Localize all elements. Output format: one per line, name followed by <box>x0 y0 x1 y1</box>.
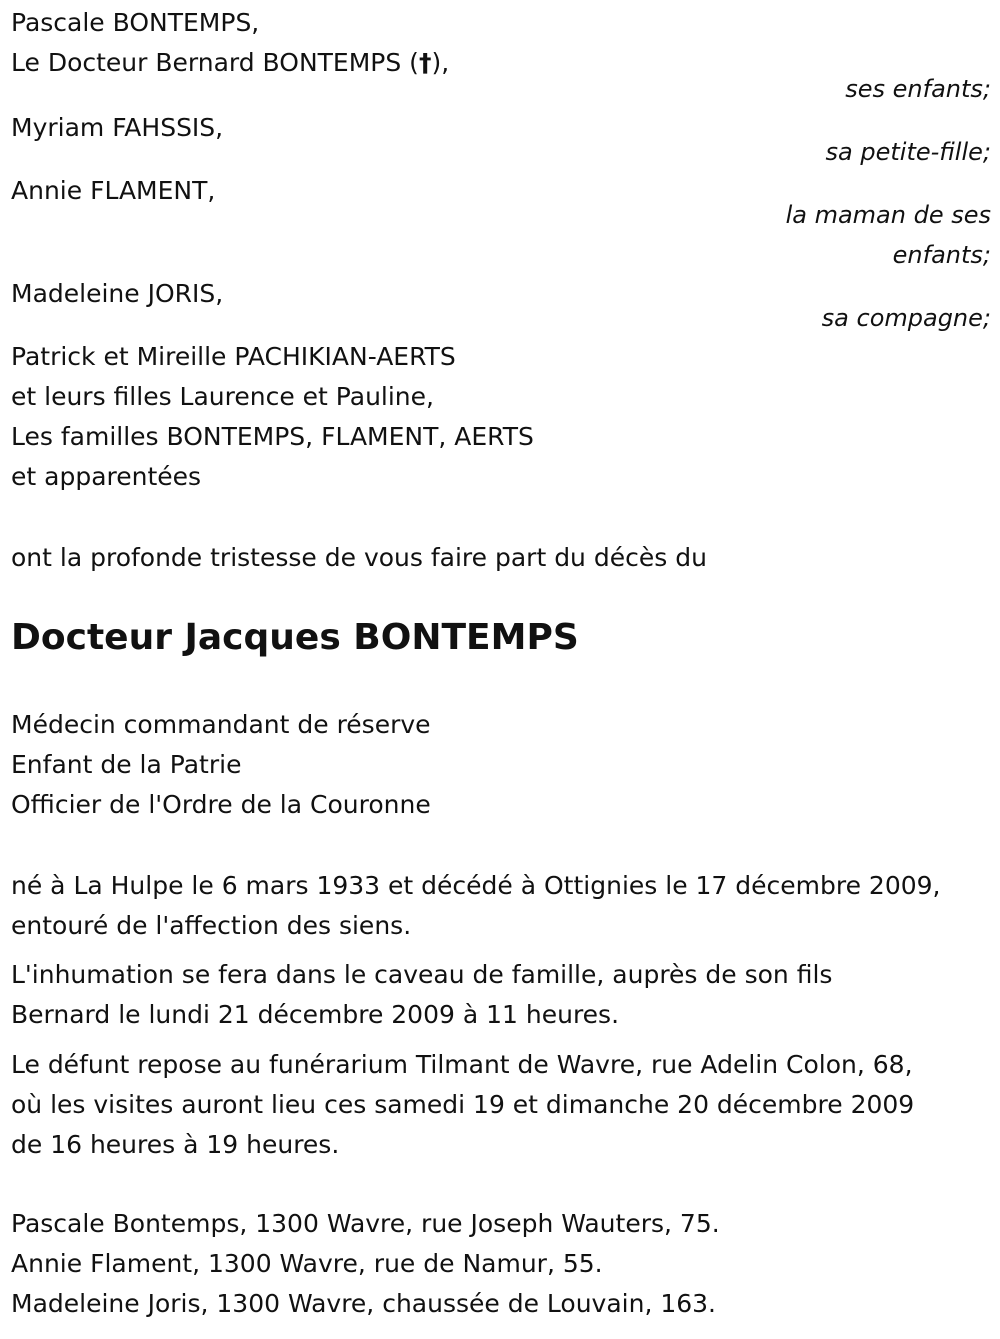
paragraph-line: né à La Hulpe le 6 mars 1933 et décédé à Ottignies le 17 décembre 2009, <box>11 871 941 900</box>
deceased-titles <box>11 705 431 825</box>
child-name-1: Pascale BONTEMPS, <box>11 8 260 37</box>
relatives-line: Les familles BONTEMPS, FLAMENT, AERTS <box>11 422 534 451</box>
child-name-2 <box>11 43 991 83</box>
address-line: Annie Flament, 1300 Wavre, rue de Namur, 55. <box>11 1249 603 1278</box>
visitation-paragraph <box>11 1045 914 1165</box>
title-line: Enfant de la Patrie <box>11 750 242 779</box>
title-line: Officier de l'Ordre de la Couronne <box>11 790 431 819</box>
paragraph-line: où les visites auront lieu ces samedi 19 et dimanche 20 décembre 2009 <box>11 1090 915 1119</box>
cross-icon: † <box>418 48 432 77</box>
other-relatives <box>11 337 534 497</box>
paragraph-line: Bernard le lundi 21 décembre 2009 à 11 heures. <box>11 1000 620 1029</box>
child-name-2-close: ), <box>431 48 450 77</box>
deceased-name: Docteur Jacques BONTEMPS <box>11 617 579 658</box>
paragraph-line: de 16 heures à 19 heures. <box>11 1130 340 1159</box>
children-block <box>11 3 991 83</box>
paragraph-line: L'inhumation se fera dans le caveau de famille, auprès de son fils <box>11 960 833 989</box>
relatives-line: et apparentées <box>11 462 202 491</box>
address-line: Madeleine Joris, 1300 Wavre, chaussée de Louvain, 163. <box>11 1289 717 1318</box>
companion-role: sa compagne; <box>821 304 991 332</box>
relatives-line: et leurs filles Laurence et Pauline, <box>11 382 434 411</box>
companion-name: Madeleine JORIS, <box>11 279 224 308</box>
paragraph-line: Le défunt repose au funérarium Tilmant de Wavre, rue Adelin Colon, 68, <box>11 1050 913 1079</box>
granddaughter-name: Myriam FAHSSIS, <box>11 113 224 142</box>
mother-role-line1: la maman de ses <box>785 201 991 229</box>
announcement-text: ont la profonde tristesse de vous faire part du décès du <box>11 543 707 572</box>
relatives-line: Patrick et Mireille PACHIKIAN-AERTS <box>11 342 456 371</box>
paragraph-line: entouré de l'affection des siens. <box>11 911 412 940</box>
mother-name: Annie FLAMENT, <box>11 176 216 205</box>
addresses <box>11 1204 720 1324</box>
birth-death-paragraph <box>11 866 941 946</box>
mother-role-line2: enfants; <box>892 241 991 269</box>
address-line: Pascale Bontemps, 1300 Wavre, rue Joseph Wauters, 75. <box>11 1209 720 1238</box>
children-role: ses enfants; <box>845 75 991 103</box>
title-line: Médecin commandant de réserve <box>11 710 431 739</box>
granddaughter-role: sa petite-fille; <box>825 138 991 166</box>
child-name-2-text: Le Docteur Bernard BONTEMPS ( <box>11 48 419 77</box>
burial-paragraph <box>11 955 832 1035</box>
